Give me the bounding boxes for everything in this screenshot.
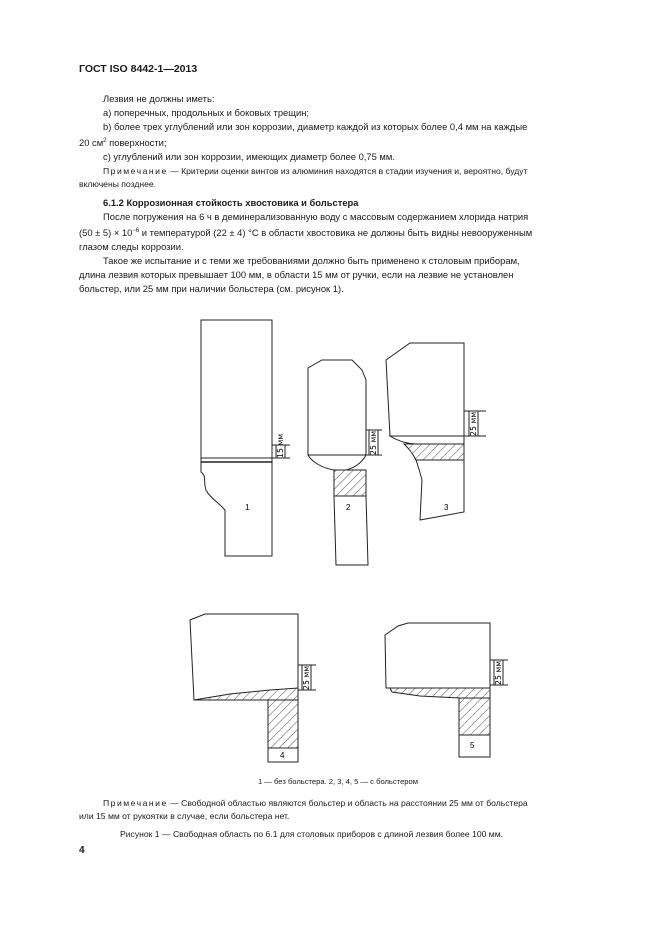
figure-caption: Рисунок 1 — Свободная область по 6.1 для столовых приборов с длиной лезвия более 100 мм. — [120, 829, 504, 839]
list-intro: Лезвия не должны иметь: — [103, 93, 215, 104]
note-1-text: — Критерии оценки винтов из алюминия находятся в стадии изучения и, вероятно, будут — [167, 166, 528, 176]
note-2-text-continued: или 15 мм от рукоятки в случае, если больстера нет. — [79, 811, 290, 821]
drawing-number-3: 3 — [444, 503, 449, 512]
section-heading: 6.1.2 Коррозионная стойкость хвостовика и больстера — [103, 197, 359, 208]
para-1-line-3: глазом следы коррозии. — [79, 241, 184, 253]
para-1-line-1: После погружения на 6 ч в деминерализованную воду с массовым содержанием хлорида натрия — [103, 211, 529, 222]
concentration-value: (50 ± 5) × 10 — [79, 227, 133, 239]
dim-label-25-2: 25 мм — [369, 430, 378, 455]
para-2-line-3: больстер, или 25 мм при наличии больстера (см. рисунок 1). — [79, 283, 344, 295]
drawing-number-5: 5 — [470, 741, 475, 750]
drawing-number-4: 4 — [280, 751, 285, 760]
list-item-a: а) поперечных, продольных и боковых трещин; — [103, 107, 309, 118]
list-item-c: с) углублений или зон коррозии, имеющих диаметр более 0,75 мм. — [103, 151, 395, 163]
cutlery-drawing-4 — [190, 614, 316, 762]
page-number: 4 — [79, 845, 85, 856]
area-value: 20 см — [79, 137, 104, 149]
concentration-exponent: −6 — [132, 228, 140, 234]
drawing-number-2: 2 — [346, 503, 351, 512]
dim-label-15-1: 15 мм — [276, 433, 285, 458]
drawing-number-1: 1 — [245, 503, 250, 512]
dim-label-25-4: 25 мм — [302, 665, 311, 690]
cutlery-drawing-2 — [308, 360, 382, 565]
note-2 — [79, 797, 585, 823]
area-exponent: 2 — [103, 138, 107, 144]
dim-label-25-3: 25 мм — [469, 411, 478, 436]
para-2-line-2: длина лезвия которых превышает 100 мм, в области 15 мм от ручки, если на лезвие не установлен — [79, 269, 514, 281]
note-2-label: Примечание — [103, 798, 168, 808]
standard-header: ГОСТ ISO 8442-1—2013 — [79, 63, 198, 75]
note-2-text: — Свободной областью являются больстер и область на расстоянии 25 мм от больстера — [167, 798, 528, 808]
dim-label-25-5: 25 мм — [494, 660, 503, 685]
list-item-b: b) более трех углублений или зон коррозии, диаметр каждой из которых более 0,4 мм на каждые — [103, 121, 528, 132]
note-1-label: Примечание — [103, 166, 168, 176]
cutlery-drawing-5 — [385, 623, 508, 757]
area-suffix: поверхности; — [106, 137, 167, 149]
note-1-text-continued: включены позднее. — [79, 179, 157, 189]
para-2-line-1: Такое же испытание и с теми же требованиями должно быть применено к столовым приборам, — [103, 255, 520, 267]
figure-legend: 1 — без больстера. 2, 3, 4, 5 — с больстером — [258, 777, 418, 786]
para-1-line-2-rest: и температурой (22 ± 4) °С в области хвостовика не должны быть видны невооруженным — [139, 227, 533, 239]
